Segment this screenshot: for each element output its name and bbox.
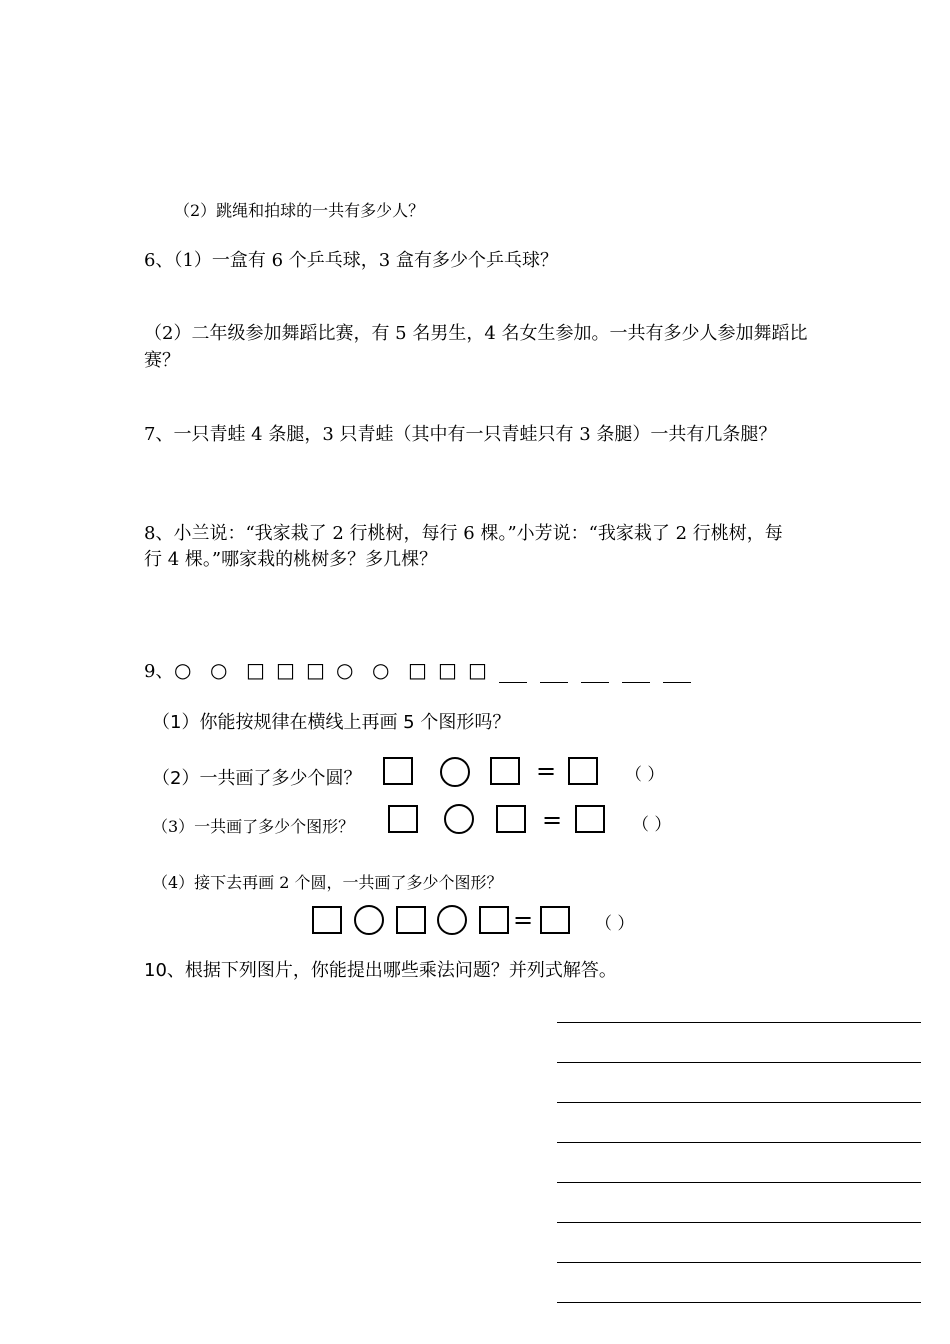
- answer-square-box[interactable]: [479, 906, 509, 934]
- q6-sub2-line2: 赛？: [144, 350, 180, 371]
- answer-square-box[interactable]: [575, 805, 605, 833]
- sequence-square-icon: □: [246, 658, 265, 682]
- q8-line1: 8、小兰说：“我家栽了 2 行桃树，每行 6 棵。”小芳说：“我家栽了 2 行桃树，每: [144, 523, 783, 544]
- equals-sign: =: [513, 906, 534, 934]
- answer-parentheses[interactable]: （ ）: [632, 815, 672, 835]
- sequence-circle-icon: ○: [336, 658, 354, 682]
- q6-sub2-line1: （2）二年级参加舞蹈比赛，有 5 名男生，4 名女生参加。一共有多少人参加舞蹈比: [144, 323, 808, 344]
- answer-line[interactable]: [557, 1262, 921, 1263]
- q9-label: 9、: [144, 661, 174, 682]
- sequence-blank[interactable]: [663, 682, 691, 683]
- answer-circle-box[interactable]: [444, 804, 474, 834]
- answer-circle-box[interactable]: [440, 757, 470, 787]
- sequence-square-icon: □: [276, 658, 295, 682]
- answer-square-box[interactable]: [540, 906, 570, 934]
- sequence-blank[interactable]: [622, 682, 650, 683]
- sequence-blank[interactable]: [499, 682, 527, 683]
- answer-parentheses[interactable]: （ ）: [595, 914, 635, 934]
- answer-square-box[interactable]: [490, 757, 520, 785]
- q9-sub4-text: （4）接下去再画 2 个圆，一共画了多少个图形？: [152, 873, 503, 892]
- answer-line[interactable]: [557, 1302, 921, 1303]
- equals-sign: =: [536, 757, 557, 785]
- answer-circle-box[interactable]: [437, 905, 467, 935]
- answer-line[interactable]: [557, 1222, 921, 1223]
- sequence-square-icon: □: [468, 658, 487, 682]
- answer-square-box[interactable]: [312, 906, 342, 934]
- q6-sub1-text: 6、（1）一盒有 6 个乒乓球，3 盒有多少个乒乓球？: [144, 250, 558, 271]
- q9-sub2-text: （2）一共画了多少个圆？: [152, 768, 362, 789]
- answer-square-box[interactable]: [383, 757, 413, 785]
- sequence-blank[interactable]: [540, 682, 568, 683]
- sequence-circle-icon: ○: [174, 658, 192, 682]
- sequence-circle-icon: ○: [210, 658, 228, 682]
- answer-square-box[interactable]: [396, 906, 426, 934]
- answer-line[interactable]: [557, 1062, 921, 1063]
- q7-text: 7、一只青蛙 4 条腿，3 只青蛙（其中有一只青蛙只有 3 条腿）一共有几条腿？: [144, 424, 777, 445]
- q8-line2: 行 4 棵。”哪家栽的桃树多？多几棵？: [144, 549, 438, 570]
- answer-line[interactable]: [557, 1182, 921, 1183]
- sequence-square-icon: □: [306, 658, 325, 682]
- answer-parentheses[interactable]: （ ）: [625, 765, 665, 785]
- q9-sub3-text: （3）一共画了多少个图形？: [152, 817, 355, 836]
- sequence-circle-icon: ○: [372, 658, 390, 682]
- answer-line[interactable]: [557, 1022, 921, 1023]
- answer-square-box[interactable]: [388, 805, 418, 833]
- answer-circle-box[interactable]: [354, 905, 384, 935]
- sequence-square-icon: □: [438, 658, 457, 682]
- answer-square-box[interactable]: [496, 805, 526, 833]
- q5-sub2-text: （2）跳绳和拍球的一共有多少人？: [174, 201, 425, 220]
- answer-square-box[interactable]: [568, 757, 598, 785]
- q9-sub1-text: （1）你能按规律在横线上再画 5 个图形吗？: [152, 712, 511, 733]
- answer-line[interactable]: [557, 1102, 921, 1103]
- q10-text: 10、根据下列图片，你能提出哪些乘法问题？并列式解答。: [144, 960, 617, 981]
- sequence-square-icon: □: [408, 658, 427, 682]
- equals-sign: =: [542, 806, 563, 834]
- sequence-blank[interactable]: [581, 682, 609, 683]
- answer-line[interactable]: [557, 1142, 921, 1143]
